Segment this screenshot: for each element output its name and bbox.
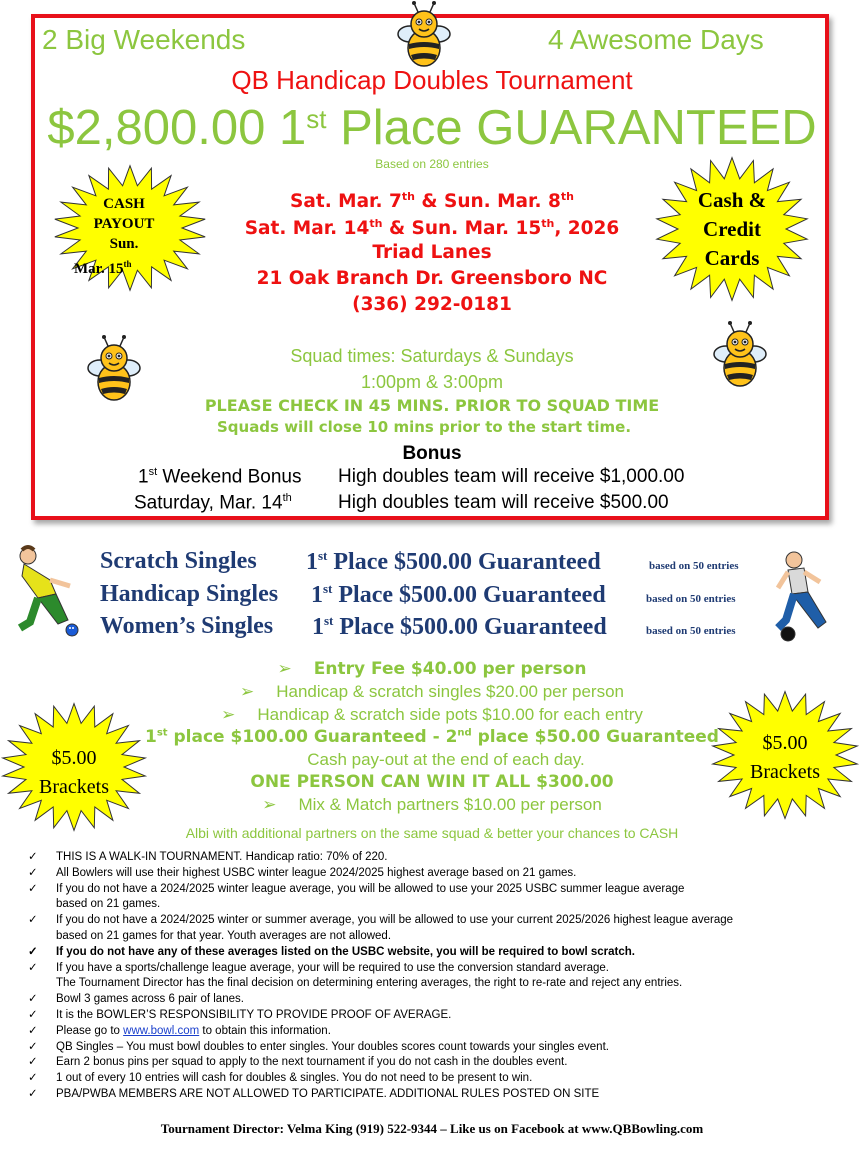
singles-row-handicap: Handicap Singles: [100, 581, 279, 607]
bonus-text-weekend: High doubles team will receive $1,000.00: [338, 466, 685, 487]
brackets-left-badge: $5.00 Brackets: [39, 747, 109, 798]
rule-item-continued: based on 21 games.: [56, 898, 161, 911]
rule-item: ✓ Please go to www.bowl.com to obtain this information.: [28, 1024, 848, 1040]
rule-item: ✓ PBA/PWBA MEMBERS ARE NOT ALLOWED TO PARTICIPATE. ADDITIONAL RULES POSTED ON SITE: [28, 1087, 848, 1103]
cash-payout-line: Cash pay-out at the end of each day.: [307, 750, 585, 769]
based-on-entries: Based on 280 entries: [375, 157, 489, 171]
rule-item: ✓ Earn 2 bonus pins per squad to apply to the next tournament if you do not cash in the doubles event.: [28, 1055, 848, 1071]
rules-list: [28, 850, 848, 1103]
footer-director: Tournament Director: Velma King (919) 522-9344 – Like us on Facebook at www.QBBowling.com: [160, 1121, 704, 1136]
squad-times-days: Squad times: Saturdays & Sundays: [290, 346, 574, 366]
squad-close-notice: Squads will close 10 mins prior to the start time.: [216, 418, 632, 436]
checkmark-icon: ✓: [28, 1008, 38, 1021]
venue-address: 21 Oak Branch Dr. Greensboro NC: [256, 268, 608, 289]
venue-phone: (336) 292-0181: [352, 294, 512, 315]
checkmark-icon: ✓: [28, 1024, 38, 1037]
bowl-com-link[interactable]: www.bowl.com: [123, 1024, 200, 1037]
brackets-right-badge: $5.00 Brackets: [750, 732, 820, 783]
fee-mix-match: ➢ Mix & Match partners $10.00 per person: [262, 795, 602, 814]
rule-item: ✓ All Bowlers will use their highest USBC winter league 2024/2025 highest average based on 21 games.: [28, 866, 848, 882]
bonus-label-weekend: 1st Weekend Bonus: [138, 466, 302, 488]
checkmark-icon: ✓: [28, 1040, 38, 1053]
cash-payout-badge: CASH PAYOUT Sun. Mar. 15th: [74, 196, 155, 277]
cash-credit-badge: Cash & Credit Cards: [697, 188, 767, 270]
rule-item: ✓ It is the BOWLER’S RESPONSIBILITY TO PROVIDE PROOF OF AVERAGE.: [28, 1008, 848, 1024]
win-all-line: ONE PERSON CAN WIN IT ALL $300.00: [250, 772, 614, 792]
rule-item: ✓ If you do not have a 2024/2025 winter or summer average, you will be allowed to use your current 2025/2026 highest league average: [28, 913, 848, 929]
venue-name: Triad Lanes: [372, 242, 492, 263]
singles-note-handicap: based on 50 entries: [646, 593, 736, 605]
singles-row-womens: Women’s Singles: [100, 613, 274, 639]
rule-item: ✓ Bowl 3 games across 6 pair of lanes.: [28, 992, 848, 1008]
singles-prize-handicap: 1st Place $500.00 Guaranteed: [311, 581, 606, 608]
fee-side-pots: ➢ Handicap & scratch side pots $10.00 for each entry: [221, 705, 643, 724]
bonus-text-saturday: High doubles team will receive $500.00: [338, 492, 669, 513]
slogan-right: 4 Awesome Days: [548, 24, 764, 55]
check-in-notice: PLEASE CHECK IN 45 MINS. PRIOR TO SQUAD TIME: [204, 396, 660, 415]
rule-item-continued: based on 21 games for that year. Youth averages are not allowed.: [56, 929, 392, 942]
dates-weekend-1: Sat. Mar. 7th & Sun. Mar. 8th: [290, 190, 574, 213]
singles-row-scratch: Scratch Singles: [100, 548, 257, 574]
checkmark-icon: ✓: [28, 914, 38, 927]
bowler-left-icon: [10, 542, 82, 642]
guarantee-line: 1st place $100.00 Guaranteed - 2nd place $50.00 Guaranteed: [145, 727, 719, 747]
bee-mascot-icon: [388, 0, 460, 72]
fee-entry: ➢ Entry Fee $40.00 per person: [277, 659, 587, 679]
tournament-title: QB Handicap Doubles Tournament: [231, 65, 633, 95]
albi-line: Albi with additional partners on the same squad & better your chances to CASH: [185, 825, 679, 841]
rule-item: ✓ If you do not have any of these averages listed on the USBC website, you will be required to bowl scratch.: [28, 945, 848, 961]
rule-item-continued: The Tournament Director has the final decision on determining entering averages, the right to re-rate and reject any entries.: [56, 977, 683, 990]
checkmark-icon: ✓: [28, 882, 38, 895]
checkmark-icon: ✓: [28, 993, 38, 1006]
checkmark-icon: ✓: [28, 851, 38, 863]
squad-times-hours: 1:00pm & 3:00pm: [360, 372, 504, 392]
rule-item: ✓ If you have a sports/challenge league average, your will be required to use the conversion standard average.: [28, 961, 848, 977]
singles-prize-scratch: 1st Place $500.00 Guaranteed: [306, 548, 601, 575]
rule-item: ✓ If you do not have a 2024/2025 winter league average, you will be allowed to use your 2025 USBC summer league average: [28, 882, 848, 898]
singles-note-scratch: based on 50 entries: [649, 560, 739, 572]
rule-item: ✓ THIS IS A WALK-IN TOURNAMENT. Handicap ratio: 70% of 220.: [28, 850, 848, 866]
checkmark-icon: ✓: [28, 1072, 38, 1085]
bowler-right-icon: [774, 548, 846, 648]
dates-weekend-2: Sat. Mar. 14th & Sun. Mar. 15th, 2026: [244, 217, 620, 240]
checkmark-icon: ✓: [28, 1087, 38, 1100]
singles-note-womens: based on 50 entries: [646, 625, 736, 637]
checkmark-icon: ✓: [28, 1056, 38, 1069]
bonus-label-saturday: Saturday, Mar. 14th: [134, 492, 292, 514]
prize-headline: $2,800.00 1st Place GUARANTEED: [47, 101, 817, 155]
rule-item: ✓ QB Singles – You must bowl doubles to enter singles. Your doubles scores count towards your singles event.: [28, 1040, 848, 1056]
rule-item: ✓ 1 out of every 10 entries will cash for doubles & singles. You do not need to be present to win.: [28, 1071, 848, 1087]
singles-prize-womens: 1st Place $500.00 Guaranteed: [312, 613, 607, 640]
checkmark-icon: ✓: [28, 945, 38, 958]
bonus-heading: Bonus: [402, 443, 462, 464]
checkmark-icon: ✓: [28, 961, 38, 974]
fee-singles: ➢ Handicap & scratch singles $20.00 per person: [239, 682, 624, 701]
slogan-left: 2 Big Weekends: [42, 24, 246, 55]
checkmark-icon: ✓: [28, 866, 38, 879]
